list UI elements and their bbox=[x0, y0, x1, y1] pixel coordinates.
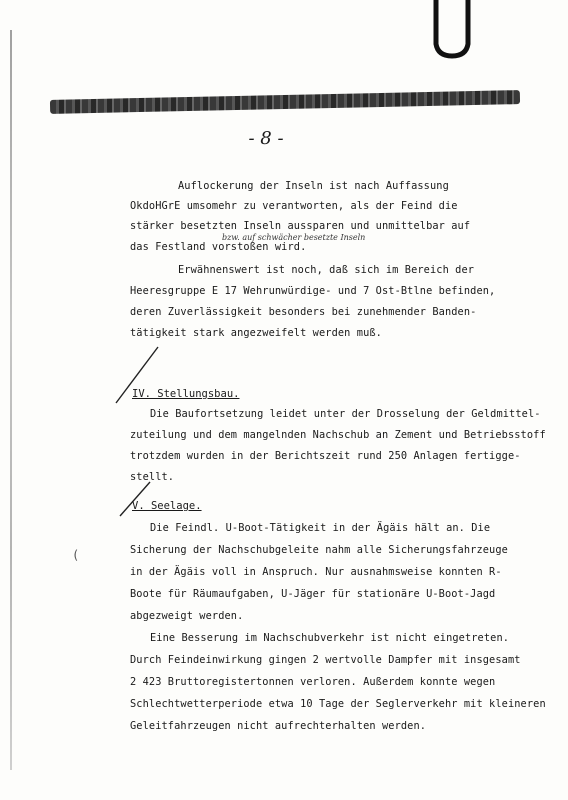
paragraph1-line-4: das Festland vorstoßen wird. bbox=[130, 241, 307, 253]
section5-heading: V. Seelage. bbox=[132, 500, 202, 512]
corner-pen-mark bbox=[430, 0, 476, 60]
section4-heading: IV. Stellungsbau. bbox=[132, 388, 240, 400]
section5-line-2: Sicherung der Nachschubgeleite nahm alle Sicherungsfahrzeuge bbox=[130, 544, 508, 556]
scan-left-edge bbox=[10, 30, 12, 770]
section5-line-10: Geleitfahrzeugen nicht aufrechterhalten werden. bbox=[130, 720, 427, 732]
section5-line-8: 2 423 Bruttoregistertonnen verloren. Außerdem konnte wegen bbox=[130, 676, 496, 688]
page-number: - 8 - bbox=[248, 128, 284, 149]
paragraph2-line-1: Erwähnenswert ist noch, daß sich im Bereich der bbox=[178, 264, 475, 276]
scan-top-smudge bbox=[50, 90, 520, 114]
paragraph2-line-3: deren Zuverlässigkeit besonders bei zunehmender Banden- bbox=[130, 306, 477, 318]
paragraph1-line-1: Auflockerung der Inseln ist nach Auffassung bbox=[178, 180, 449, 192]
handwritten-insertion: bzw. auf schwächer besetzte Inseln bbox=[222, 233, 366, 242]
paragraph1-line-3: stärker besetzten Inseln aussparen und unmittelbar auf bbox=[130, 220, 471, 232]
section5-line-6: Eine Besserung im Nachschubverkehr ist nicht eingetreten. bbox=[150, 632, 510, 644]
section5-line-3: in der Ägäis voll in Anspruch. Nur ausnahmsweise konnten R- bbox=[130, 566, 502, 578]
margin-paren-mark: ( bbox=[72, 548, 80, 562]
section4-line-1: Die Baufortsetzung leidet unter der Drosselung der Geldmittel- bbox=[150, 408, 541, 420]
paragraph1-line-2: OkdoHGrE umsomehr zu verantworten, als der Feind die bbox=[130, 200, 458, 212]
section5-line-1: Die Feindl. U-Boot-Tätigkeit in der Ägäis hält an. Die bbox=[150, 522, 491, 534]
section4-line-4: stellt. bbox=[130, 471, 175, 483]
section5-line-9: Schlechtwetterperiode etwa 10 Tage der Seglerverkehr mit kleineren bbox=[130, 698, 546, 710]
paragraph2-line-2: Heeresgruppe E 17 Wehrunwürdige- und 7 Ost-Btlne befinden, bbox=[130, 285, 496, 297]
paragraph2-line-4: tätigkeit stark angezweifelt werden muß. bbox=[130, 327, 382, 339]
section5-line-4: Boote für Räumaufgaben, U-Jäger für stationäre U-Boot-Jagd bbox=[130, 588, 496, 600]
section5-line-5: abgezweigt werden. bbox=[130, 610, 244, 622]
section5-line-7: Durch Feindeinwirkung gingen 2 wertvolle Dampfer mit insgesamt bbox=[130, 654, 521, 666]
section4-line-3: trotzdem wurden in der Berichtszeit rund 250 Anlagen fertigge- bbox=[130, 450, 521, 462]
section4-line-2: zuteilung und dem mangelnden Nachschub an Zement und Betriebsstoff bbox=[130, 429, 546, 441]
